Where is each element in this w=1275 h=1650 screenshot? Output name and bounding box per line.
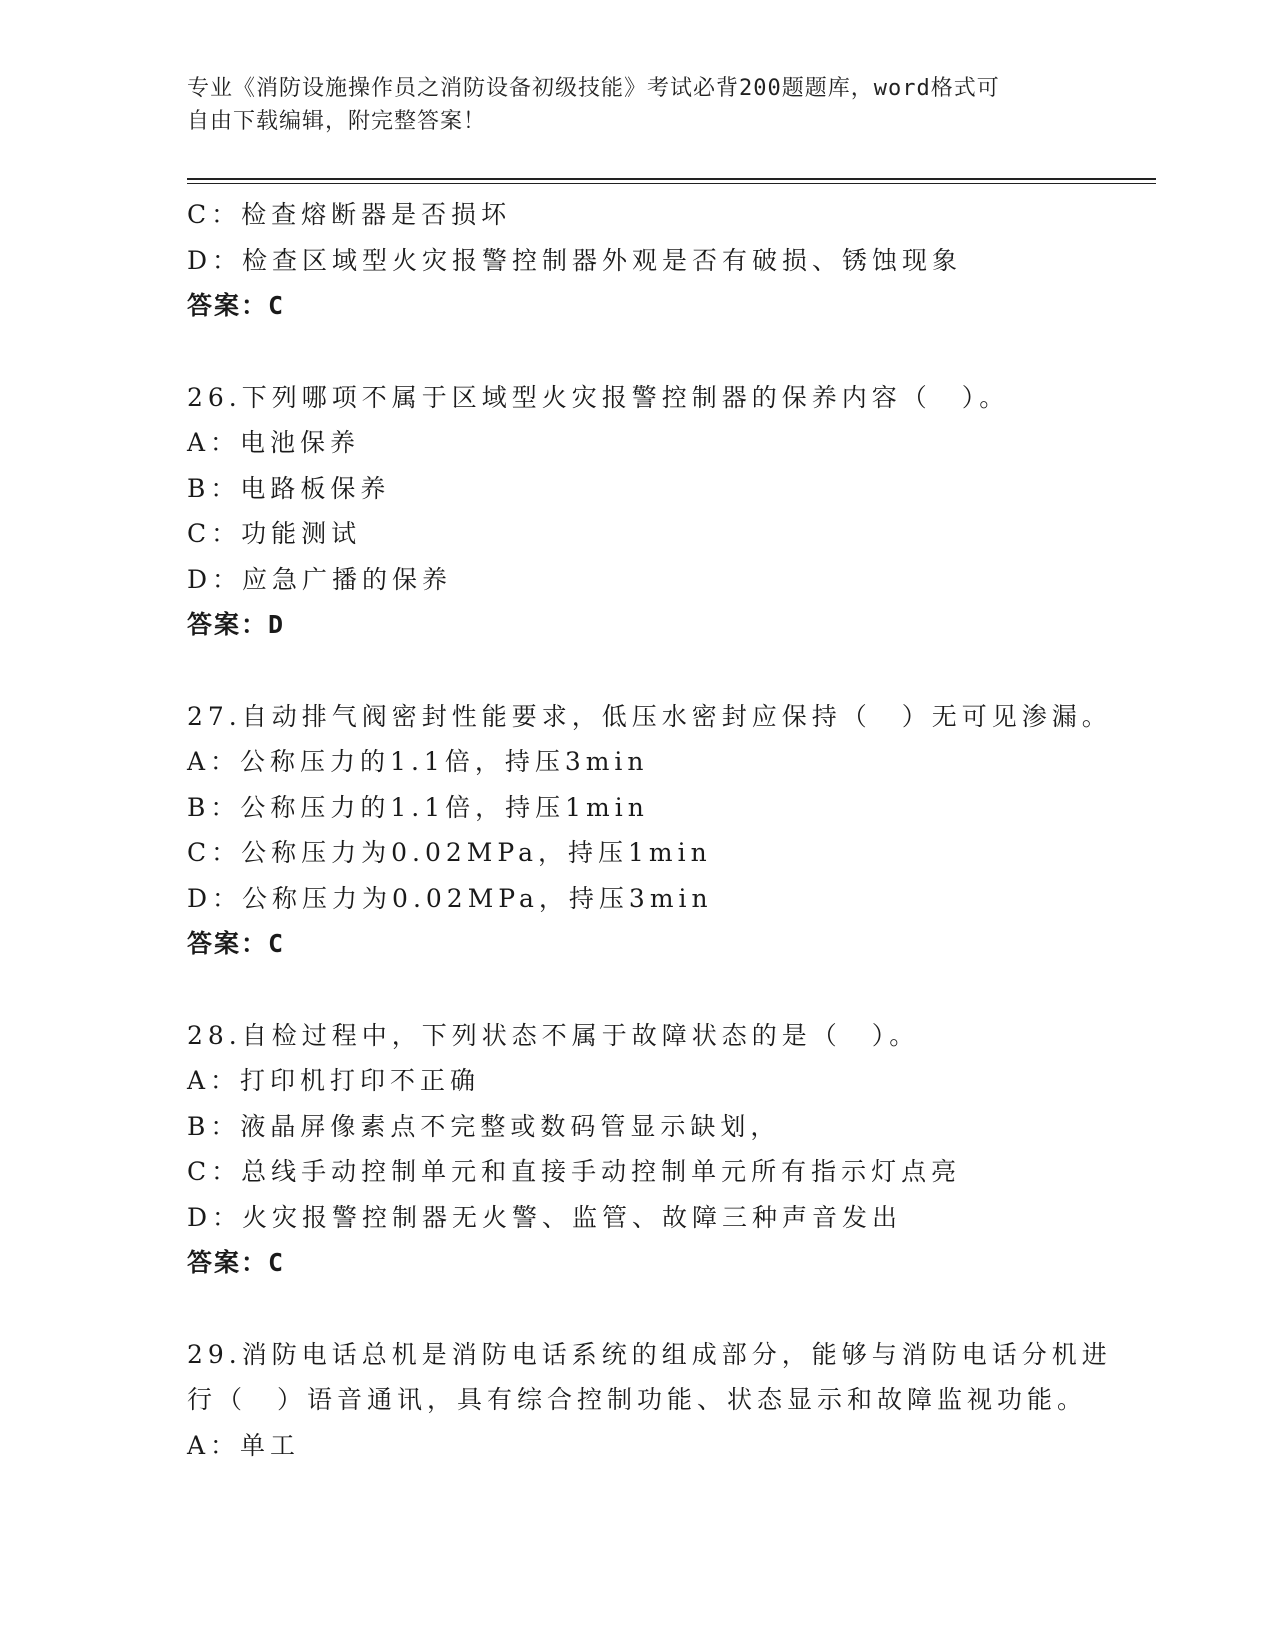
question-text-line-1: 29.消防电话总机是消防电话系统的组成部分，能够与消防电话分机进 bbox=[187, 1339, 1112, 1369]
header-divider-thick bbox=[187, 178, 1156, 180]
option-c: C：公称压力为0.02MPa，持压1min bbox=[187, 838, 712, 867]
question-block-25-continued bbox=[187, 192, 1087, 329]
question-block-28 bbox=[187, 1013, 1087, 1286]
question-text: 27.自动排气阀密封性能要求，低压水密封应保持（ ）无可见渗漏。 bbox=[187, 701, 1112, 731]
option-d: D：应急广播的保养 bbox=[187, 564, 453, 594]
answer-line: 答案：C bbox=[187, 1248, 286, 1277]
answer-line: 答案：C bbox=[187, 929, 286, 958]
question-text-line-2: 行（ ）语音通讯，具有综合控制功能、状态显示和故障监视功能。 bbox=[187, 1385, 1088, 1414]
answer-line: 答案：C bbox=[187, 291, 286, 320]
block-spacer bbox=[187, 967, 1087, 1013]
option-b: B：电路板保养 bbox=[187, 473, 391, 503]
question-block-26 bbox=[187, 375, 1087, 648]
option-c: C：功能测试 bbox=[187, 519, 362, 548]
question-text: 28.自检过程中，下列状态不属于故障状态的是（ ）。 bbox=[187, 1020, 920, 1050]
document-header bbox=[187, 72, 1087, 138]
header-divider-thin bbox=[187, 183, 1156, 184]
header-title-line-2: 自由下载编辑，附完整答案！ bbox=[187, 109, 487, 134]
option-b: B：液晶屏像素点不完整或数码管显示缺划， bbox=[187, 1111, 781, 1141]
question-block-27 bbox=[187, 694, 1112, 967]
option-a: A：公称压力的1.1倍，持压3min bbox=[187, 747, 649, 776]
option-d: D：检查区域型火灾报警控制器外观是否有破损、锈蚀现象 bbox=[187, 245, 963, 275]
option-b: B：公称压力的1.1倍，持压1min bbox=[187, 792, 649, 822]
question-text: 26.下列哪项不属于区域型火灾报警控制器的保养内容（ ）。 bbox=[187, 382, 1010, 412]
block-spacer bbox=[187, 648, 1087, 694]
option-a: A：打印机打印不正确 bbox=[187, 1066, 481, 1095]
header-title-line-1: 专业《消防设施操作员之消防设备初级技能》考试必背200题题库，word格式可 bbox=[187, 76, 1000, 101]
block-spacer bbox=[187, 1286, 1087, 1332]
option-a: A：电池保养 bbox=[187, 428, 361, 457]
option-d: D：火灾报警控制器无火警、监管、故障三种声音发出 bbox=[187, 1202, 903, 1232]
question-content bbox=[187, 192, 1112, 1468]
option-c: C：总线手动控制单元和直接手动控制单元所有指示灯点亮 bbox=[187, 1157, 962, 1186]
block-spacer bbox=[187, 329, 1087, 375]
answer-line: 答案：D bbox=[187, 610, 286, 639]
option-c: C：检查熔断器是否损坏 bbox=[187, 200, 512, 229]
option-a: A：单工 bbox=[187, 1430, 301, 1460]
option-d: D：公称压力为0.02MPa，持压3min bbox=[187, 883, 713, 913]
question-block-29 bbox=[187, 1332, 1112, 1469]
